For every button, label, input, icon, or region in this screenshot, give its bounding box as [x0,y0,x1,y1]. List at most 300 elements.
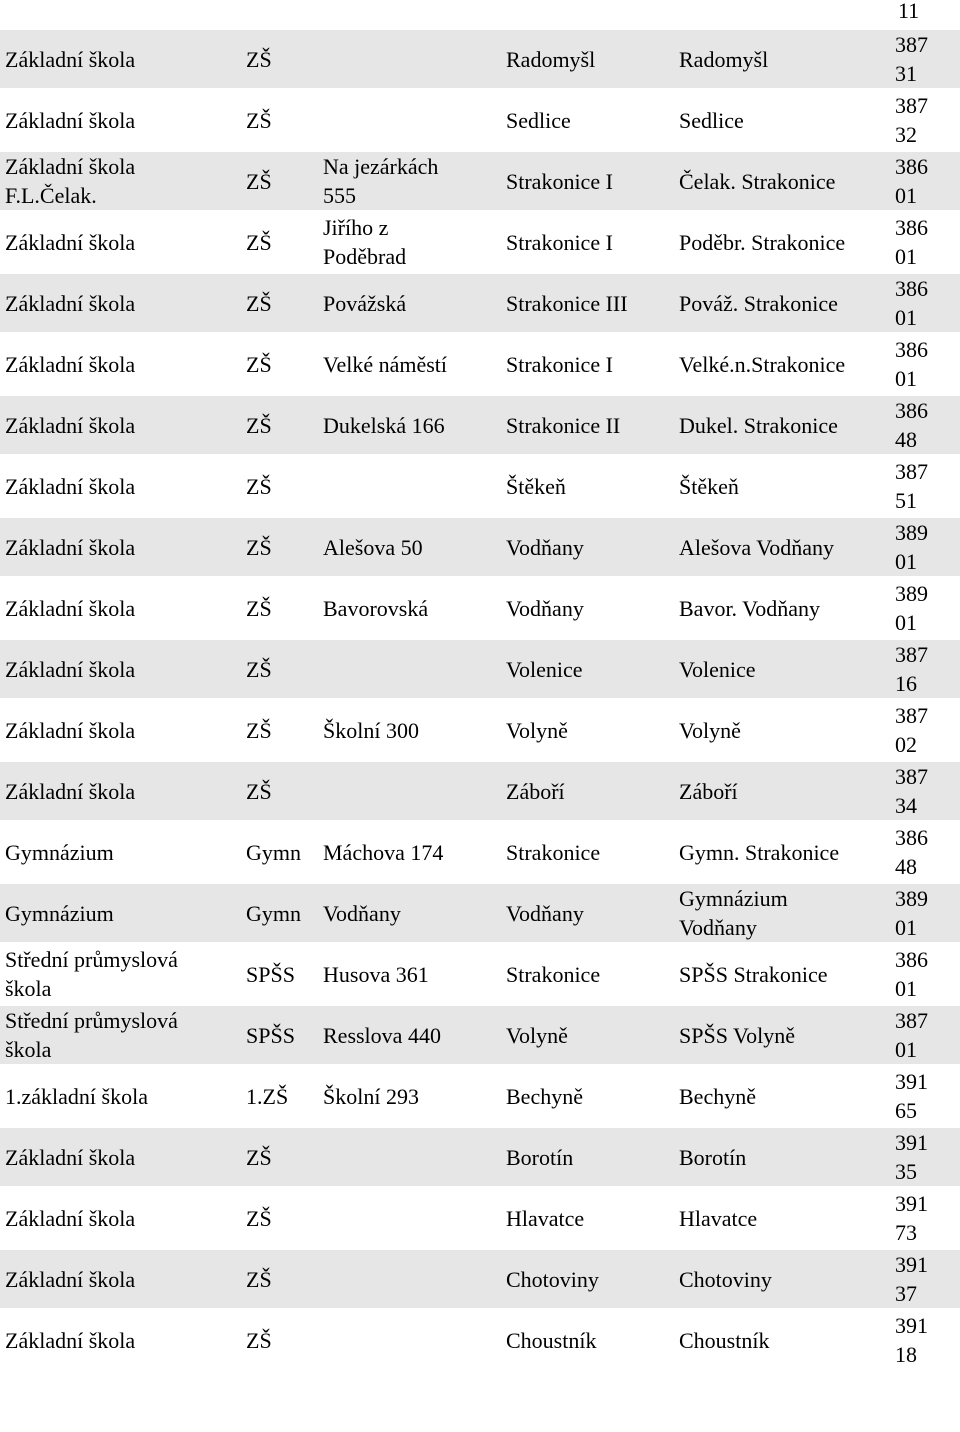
city-text: Strakonice I [506,168,613,194]
city-text: Strakonice I [506,351,613,377]
table-row [0,884,960,942]
street-text: Resslova 440 [323,1022,441,1048]
city-cell [501,579,674,637]
short-label-text: Gymnázium [679,886,788,911]
city-cell [501,762,674,820]
school-name-text: Základní škola [5,107,136,133]
school-name-cell [0,274,241,332]
postal-code-text: 386 [895,398,928,423]
school-type-text: ZŠ [246,412,272,438]
postal-code-text: 386 [895,947,928,972]
school-name-cell [0,762,241,820]
street-cell [318,884,501,942]
school-type-text: ZŠ [246,107,272,133]
short-label-text: Volyně [679,717,741,743]
postal-code-text: 386 [895,215,928,240]
street-cell [318,457,501,515]
street-cell [318,1067,501,1125]
postal-code-text: 386 [895,276,928,301]
table-row [0,274,960,332]
school-type-text: ZŠ [246,473,272,499]
street-text: Alešova 50 [323,534,423,560]
school-type-text: ZŠ [246,46,272,72]
school-type-cell [241,1128,318,1186]
street-cell [318,152,501,210]
postal-code-text: 48 [895,854,917,879]
school-name-text: Základní škola [5,595,136,621]
postal-code-text: 386 [895,154,928,179]
city-text: Borotín [506,1144,574,1170]
street-cell [318,762,501,820]
street-cell [318,30,501,88]
postal-code-text: 387 [895,32,928,57]
postal-code-text: 73 [895,1220,917,1245]
postal-code-text: 386 [895,825,928,850]
short-label-cell [674,1189,892,1247]
postal-code-cell [892,945,960,1003]
short-label-text: Bavor. Vodňany [679,595,820,621]
school-type-cell [241,1189,318,1247]
postal-code-text: 18 [895,1342,917,1367]
postal-code-text: 01 [895,244,917,269]
school-name-cell [0,91,241,149]
postal-code-text: 389 [895,886,928,911]
city-text: Strakonice [506,839,601,865]
school-name-cell [0,518,241,576]
school-type-cell [241,91,318,149]
postal-code-cell [892,1128,960,1186]
school-type-cell [241,457,318,515]
school-name-text: F.L.Čelak. [5,183,97,208]
postal-code-text: 35 [895,1159,917,1184]
school-type-cell [241,701,318,759]
short-label-cell [674,30,892,88]
school-type-text: ZŠ [246,168,272,194]
school-name-text: Střední průmyslová [5,1008,178,1033]
city-cell [501,152,674,210]
city-text: Strakonice II [506,412,621,438]
table-row [0,701,960,759]
city-text: Štěkeň [506,473,566,499]
table-row [0,640,960,698]
street-cell [318,945,501,1003]
street-cell [318,1006,501,1064]
postal-code-cell [892,274,960,332]
postal-code-text: 387 [895,459,928,484]
short-label-text: Radomyšl [679,46,769,72]
postal-code-text: 16 [895,671,917,696]
postal-code-cell [892,518,960,576]
school-type-cell [241,396,318,454]
short-label-cell [674,823,892,881]
short-label-cell [674,396,892,454]
street-cell [318,579,501,637]
city-cell [501,30,674,88]
school-name-cell [0,457,241,515]
postal-code-cell [892,1250,960,1308]
street-cell [318,823,501,881]
postal-code-cell [892,213,960,271]
short-label-text: Vodňany [679,915,757,940]
school-name-text: Základní škola [5,154,136,179]
street-text: Poděbrad [323,244,407,269]
school-type-cell [241,518,318,576]
city-cell [501,1311,674,1369]
school-type-text: SPŠS [246,961,295,987]
postal-code-cell [892,335,960,393]
postal-code-text: 391 [895,1191,928,1216]
school-name-cell [0,152,241,210]
school-type-text: ZŠ [246,595,272,621]
city-cell [501,518,674,576]
school-type-cell [241,762,318,820]
postal-code-cell [892,30,960,88]
school-name-text: Základní škola [5,290,136,316]
postal-code-text: 387 [895,1008,928,1033]
school-name-text: škola [5,976,52,1001]
school-name-text: Základní škola [5,1205,136,1231]
school-type-cell [241,152,318,210]
short-label-cell [674,1006,892,1064]
city-cell [501,396,674,454]
school-name-text: Střední průmyslová [5,947,178,972]
city-cell [501,1128,674,1186]
short-label-cell [674,152,892,210]
postal-code-cell [892,1006,960,1064]
short-label-text: Choustník [679,1327,770,1353]
postal-code-text: 387 [895,642,928,667]
school-type-cell [241,1311,318,1369]
street-cell [318,396,501,454]
city-cell [501,274,674,332]
school-name-cell [0,701,241,759]
school-name-cell [0,335,241,393]
postal-code-text: 387 [895,764,928,789]
school-name-cell [0,30,241,88]
table-row [0,518,960,576]
postal-code-text: 01 [895,549,917,574]
table-row [0,1067,960,1125]
school-type-text: 1.ZŠ [246,1083,289,1109]
school-type-text: ZŠ [246,1205,272,1231]
postal-code-cell [892,1067,960,1125]
school-name-text: Základní škola [5,1266,136,1292]
school-name-cell [0,884,241,942]
postal-code-text: 31 [895,61,917,86]
postal-code-text: 387 [895,703,928,728]
city-text: Radomyšl [506,46,596,72]
school-name-text: Základní škola [5,778,136,804]
postal-code-text: 01 [895,183,917,208]
street-text: Na jezárkách [323,154,439,179]
street-text: Husova 361 [323,961,429,987]
city-text: Volyně [506,1022,568,1048]
school-name-cell [0,823,241,881]
school-type-cell [241,1006,318,1064]
table-row [0,1128,960,1186]
city-text: Strakonice III [506,290,628,316]
postal-code-cell [892,91,960,149]
short-label-text: Alešova Vodňany [679,534,835,560]
street-cell [318,91,501,149]
short-label-cell [674,457,892,515]
postal-code-cell [892,396,960,454]
postal-code-text: 391 [895,1069,928,1094]
short-label-text: SPŠS Volyně [679,1022,795,1048]
school-type-text: ZŠ [246,351,272,377]
street-cell [318,518,501,576]
school-name-text: škola [5,1037,52,1062]
postal-code-text: 51 [895,488,917,513]
table-row [0,1006,960,1064]
short-label-cell [674,1128,892,1186]
school-name-text: Základní škola [5,717,136,743]
street-text: 555 [323,183,356,208]
city-cell [501,884,674,942]
city-text: Chotoviny [506,1266,599,1292]
city-text: Strakonice I [506,229,613,255]
short-label-text: Poděbr. Strakonice [679,229,846,255]
postal-code-text: 01 [895,1037,917,1062]
postal-code-text: 02 [895,732,917,757]
street-text: Dukelská 166 [323,412,445,438]
short-label-text: SPŠS Strakonice [679,961,828,987]
short-label-cell [674,1311,892,1369]
short-label-cell [674,1067,892,1125]
table-row [0,1250,960,1308]
city-cell [501,91,674,149]
table-row [0,1189,960,1247]
school-type-text: Gymn [246,839,301,865]
postal-code-text: 391 [895,1313,928,1338]
street-cell [318,1250,501,1308]
school-type-text: Gymn [246,900,301,926]
school-type-text: ZŠ [246,534,272,560]
table-row [0,152,960,210]
short-label-cell [674,335,892,393]
table-row [0,579,960,637]
street-text: Bavorovská [323,595,429,621]
short-label-cell [674,579,892,637]
city-cell [501,1006,674,1064]
street-cell [318,1128,501,1186]
school-type-text: SPŠS [246,1022,295,1048]
school-name-text: Gymnázium [5,839,114,865]
school-type-text: ZŠ [246,1266,272,1292]
school-type-cell [241,1067,318,1125]
city-cell [501,457,674,515]
city-text: Hlavatce [506,1205,585,1231]
short-label-text: Bechyně [679,1083,756,1109]
street-text: Velké náměstí [323,351,448,377]
short-label-text: Pováž. Strakonice [679,290,838,316]
city-text: Vodňany [506,595,584,621]
short-label-cell [674,518,892,576]
postal-code-text: 387 [895,93,928,118]
table-row [0,213,960,271]
postal-code-text: 01 [895,976,917,1001]
school-name-cell [0,396,241,454]
short-label-cell [674,945,892,1003]
postal-code-cell [892,640,960,698]
school-type-text: ZŠ [246,778,272,804]
short-label-text: Chotoviny [679,1266,772,1292]
postal-code-text: 32 [895,122,917,147]
street-text: Povážská [323,290,407,316]
postal-code-text: 01 [895,305,917,330]
city-text: Záboří [506,778,565,804]
city-cell [501,1250,674,1308]
short-label-text: Záboří [679,778,738,804]
city-cell [501,823,674,881]
city-text: Strakonice [506,961,601,987]
city-cell [501,945,674,1003]
school-name-text: Základní škola [5,229,136,255]
street-text: Školní 293 [323,1083,419,1109]
postal-code-text: 48 [895,427,917,452]
short-label-text: Volenice [679,656,756,682]
school-name-text: Základní škola [5,534,136,560]
postal-code-cell [892,1311,960,1369]
school-name-text: Základní škola [5,46,136,72]
school-name-text: Základní škola [5,473,136,499]
postal-code-text: 389 [895,581,928,606]
postal-code-text: 01 [895,610,917,635]
postal-code-cell [892,884,960,942]
school-type-cell [241,579,318,637]
school-name-cell [0,1189,241,1247]
school-name-cell [0,1128,241,1186]
city-cell [501,1067,674,1125]
city-cell [501,701,674,759]
table-row [0,762,960,820]
short-label-text: Velké.n.Strakonice [679,351,846,377]
school-type-cell [241,640,318,698]
short-label-text: Dukel. Strakonice [679,412,838,438]
schools-table-body [0,30,960,1369]
street-cell [318,640,501,698]
school-name-text: Základní škola [5,351,136,377]
school-name-cell [0,213,241,271]
short-label-cell [674,762,892,820]
page-top-number: 11 [898,0,920,23]
street-cell [318,274,501,332]
city-text: Vodňany [506,900,584,926]
short-label-text: Štěkeň [679,473,739,499]
school-type-cell [241,884,318,942]
school-name-cell [0,945,241,1003]
short-label-text: Sedlice [679,107,744,133]
school-name-text: Základní škola [5,656,136,682]
postal-code-cell [892,1189,960,1247]
school-type-text: ZŠ [246,290,272,316]
postal-code-text: 37 [895,1281,917,1306]
street-text: Jiřího z [323,215,389,240]
short-label-cell [674,274,892,332]
table-row [0,335,960,393]
school-type-cell [241,30,318,88]
school-name-text: Gymnázium [5,900,114,926]
city-cell [501,335,674,393]
short-label-cell [674,1250,892,1308]
street-cell [318,335,501,393]
postal-code-cell [892,579,960,637]
school-name-cell [0,640,241,698]
school-type-text: ZŠ [246,1144,272,1170]
short-label-text: Gymn. Strakonice [679,839,840,865]
street-text: Školní 300 [323,717,419,743]
street-text: Máchova 174 [323,839,444,865]
short-label-cell [674,701,892,759]
school-name-text: Základní škola [5,1327,136,1353]
postal-code-cell [892,152,960,210]
school-name-cell [0,1006,241,1064]
school-name-text: Základní škola [5,1144,136,1170]
city-text: Bechyně [506,1083,583,1109]
school-type-text: ZŠ [246,229,272,255]
school-type-cell [241,274,318,332]
city-text: Volenice [506,656,583,682]
table-row [0,457,960,515]
school-type-cell [241,1250,318,1308]
postal-code-text: 01 [895,915,917,940]
city-cell [501,640,674,698]
postal-code-cell [892,701,960,759]
school-type-text: ZŠ [246,1327,272,1353]
school-name-cell [0,1067,241,1125]
postal-code-text: 01 [895,366,917,391]
school-name-text: 1.základní škola [5,1083,148,1109]
short-label-text: Borotín [679,1144,747,1170]
short-label-cell [674,640,892,698]
short-label-cell [674,884,892,942]
postal-code-cell [892,762,960,820]
postal-code-text: 34 [895,793,917,818]
school-type-cell [241,823,318,881]
postal-code-cell [892,457,960,515]
school-name-cell [0,579,241,637]
city-text: Vodňany [506,534,584,560]
street-cell [318,1311,501,1369]
table-row [0,30,960,88]
street-text: Vodňany [323,900,401,926]
schools-table [0,27,960,1372]
school-name-text: Základní škola [5,412,136,438]
postal-code-text: 389 [895,520,928,545]
street-cell [318,213,501,271]
city-cell [501,213,674,271]
table-row [0,396,960,454]
table-row [0,1311,960,1369]
postal-code-text: 386 [895,337,928,362]
postal-code-text: 65 [895,1098,917,1123]
school-type-cell [241,335,318,393]
short-label-text: Čelak. Strakonice [679,168,836,194]
table-row [0,945,960,1003]
postal-code-cell [892,823,960,881]
school-type-text: ZŠ [246,656,272,682]
city-text: Sedlice [506,107,571,133]
table-row [0,823,960,881]
street-cell [318,701,501,759]
city-cell [501,1189,674,1247]
short-label-cell [674,91,892,149]
school-name-cell [0,1311,241,1369]
school-type-cell [241,945,318,1003]
school-name-cell [0,1250,241,1308]
city-text: Choustník [506,1327,597,1353]
city-text: Volyně [506,717,568,743]
